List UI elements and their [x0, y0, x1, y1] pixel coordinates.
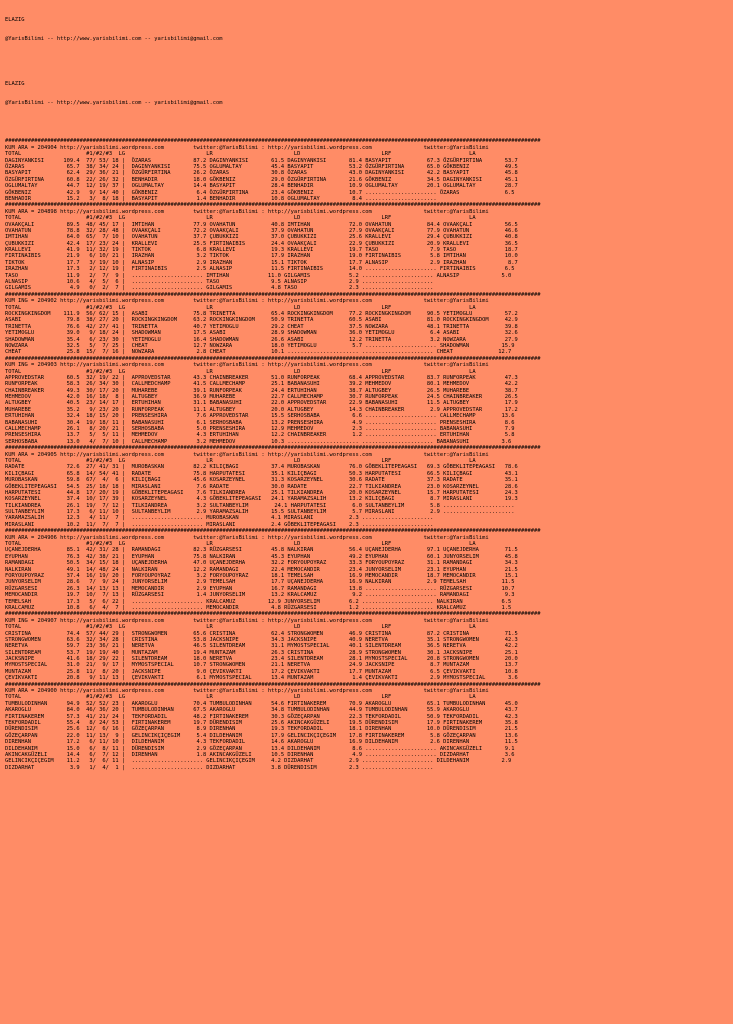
- table-row: FIRTINAIBIS 21.9 6/ 10/ 21 | IRAZHAN 3.2 TIKTOK 17.9 IRAZHAN 19.0 FIRTINAIBIS 5.8 IMTIHAN 10.0: [5, 253, 518, 260]
- table-row: ROCKINGKINGDOM 111.9 56/ 62/ 15 | ASABI 75.8 TRINETTA 65.4 ROCKINGKINGDOM 77.2 ROCKINGKINGDOM 90.5 YETIMOGLU 57.2: [5, 310, 518, 317]
- separator-line: #####################################################################################################################################################################: [5, 528, 541, 535]
- table-row: YETIMOGLU 39.0 9/ 18/ 24 | SHADOWMAN 17.5 ASABI 28.9 SHADOWMAN 36.0 YETIMOGLU 6.4 ASABI 32.6: [5, 330, 518, 337]
- race-section: [5, 356, 733, 445]
- table-row: JUNYORSELIM 28.6 7/ 9/ 24 | JUNYORSELIM 2.9 TEMELSAH 17.7 UÇANEJDERHA 16.9 NALKIRAN 2.9 TEMELSAH 11.5: [5, 579, 515, 586]
- table-row: TEMELSAH 17.3 5/ 6/ 22 | ...................... KRALCAMUZ 12.9 JUNYORSELIM 6.2 ...................... NALKIRAN 6.5: [5, 598, 512, 605]
- table-row: TIKTOK 17.7 3/ 19/ 10 | ALNASIP 2.9 IRAZHAN 15.1 TIKTOK 17.7 ALNASIP 2.9 IRAZHAN 8.7: [5, 259, 518, 266]
- table-row: MUNTAZAM 25.8 11/ 8/ 20 | JACKSNIPE 9.0 ÇEVIKVAKTI 17.2 ÇEVIKVAKTI 17.7 MUNTAZAM 6.5 ÇEVIKVAKTI 10.8: [5, 668, 518, 675]
- table-row: TEKFORDADIL 55.4 8/ 24/ 53 | FIRTINAKEREM 19.7 DÜRENDISIM 25.6 AKINCAKGÜZELI 19.5 DÜRENDISIM 17.9 FIRTINAKEREM 35.8: [5, 719, 518, 726]
- table-row: CHAINBREAKER 49.3 30/ 17/ 20 | MUHAREBE 39.1 RUNFORPEAK 24.4 ERTUHIHAN 38.7 ALTUGBEY 26.5 MUHAREBE 38.7: [5, 387, 518, 394]
- table-row: BASYAPIT 62.4 29/ 36/ 21 | ÖZGÜRFIRTINA 26.2 ÖZARAS 30.8 ÖZARAS 43.0 DAGINYANKISI 42.2 BASYAPIT 45.8: [5, 170, 518, 177]
- table-row: KOSARZEYNEL 37.4 10/ 17/ 39 | KOSARZEYNEL 4.3 GÖBEKLITEPEAGASI 24.1 YARAMAZSALIH 13.2 KILIÇBAGI 8.7 MIRASLANI 19.3: [5, 496, 518, 503]
- race-title: KUM ARA = 204898 http://yarisbilimi.wordpress.com twitter:@YarisBilimi : http://yarisbilimi.wordpress.com twitter:@YarisBilimi: [5, 208, 489, 215]
- second-contact: @YarisBilimi -- http://www.yarisbilimi.com -- yarisbilimi@gmail.com: [5, 100, 223, 107]
- race-section: [5, 682, 733, 771]
- table-row: ÖZGÜRFIRTINA 60.8 22/ 26/ 32 | BENHADIR 18.0 GÖKBENIZ 29.0 ÖZGÜRFIRTINA 21.6 GÖKBENIZ 34.5 DAGINYANKISI 45.1: [5, 176, 518, 183]
- table-row: DIZDARHAT 3.9 1/ 4/ 1 | ...................... DIZDARHAT 3.8 DÜRENDISIM 2.3 ......................: [5, 764, 434, 771]
- second-title: ELAZIG: [5, 80, 25, 87]
- table-row: DILDEHANIM 15.0 6/ 8/ 11 | DÜRENDISIM 2.9 GÖZEÇARPAN 13.4 DILDEHANIM 8.6 ...................... AKINCAKGÜZELI 9.1: [5, 745, 515, 752]
- race-title: KUM ING = 204907 http://yarisbilimi.wordpress.com twitter:@YarisBilimi : http://yarisbilimi.wordpress.com twitter:@YarisBilimi: [5, 617, 489, 624]
- table-row: APPROVEDSTAR 60.5 32/ 19/ 22 | APPROVEDSTAR 43.3 CHAINBREAKER 51.0 RUNFORPEAK 68.4 APPROVEDSTAR 83.7 RUNFORPEAK 47.3: [5, 374, 518, 381]
- race-title: KUM ARA = 204900 http://yarisbilimi.wordpress.com twitter:@YarisBilimi : http://yarisbilimi.wordpress.com twitter:@YarisBilimi: [5, 688, 489, 695]
- table-row: ÇEVIKVAKTI 20.8 9/ 11/ 13 | ÇEVIKVAKTI 6.1 MYMOSTSPECIAL 13.4 MUNTAZAM 1.4 ÇEVIKVAKTI 2.9 MYMOSTSPECIAL 3.6: [5, 675, 518, 682]
- table-row: DIRENHAN 17.2 6/ 11/ 10 | DILDEHANIM 4.3 TEKFORDADIL 14.6 AKAROGLU 16.9 DILDEHANIM 2.6 DIRENHAN 11.5: [5, 739, 518, 746]
- column-header: TOTAL #1/#2/#3 LG LR LD LRF LA: [5, 541, 476, 548]
- table-row: GÖBEKLITEPEAGASI 54.5 25/ 18/ 18 | MIRASLANI 7.6 RADATE 30.0 RADATE 22.7 TILKIANDREA 23.0 KOSARZEYNEL 28.6: [5, 483, 518, 490]
- table-row: ALTUGBEY 40.5 23/ 14/ 17 | ERTUHIHAN 31.1 BABANASUHI 22.0 APPROVEDSTAR 22.9 BABANASUHI 11.5 ALTUGBEY 17.9: [5, 400, 518, 407]
- spacer: [5, 55, 733, 68]
- table-row: UÇANEJDERHA 85.1 42/ 31/ 28 | RAMANDAGI 82.3 RÜZGARSESI 45.8 NALKIRAN 56.4 UÇANEJDERHA 97.1 UÇANEJDERHA 71.5: [5, 547, 518, 554]
- column-header: TOTAL #1/#2/#3 LG LR LD LRF LA: [5, 694, 476, 701]
- race-section: [5, 445, 733, 528]
- table-row: JACKSNIPE 41.6 18/ 29/ 22 | SILENTDREAM 18.0 NERETVA 23.4 SILENTDREAM 28.1 MYMOSTSPECIAL 20.8 STRONGWOMEN 20.0: [5, 656, 518, 663]
- top-contact: @YarisBilimi -- http://www.yarisbilimi.com -- yarisbilimi@gmail.com: [5, 36, 223, 43]
- table-row: CALLMECHAMP 26.1 8/ 20/ 21 | SERHOSBABA 5.0 PRENSESHIRA 12.9 MEHMEDOV 2.3 ...................... BABANASUHI 7.9: [5, 426, 515, 433]
- table-row: IMTIHAN 64.0 65/ 7/ 10 | OVAHATUN 37.7 ÇUBUKKIZI 37.0 ÇUBUKKIZI 25.6 KRALLEVI 29.4 ÇUBUKKIZI 40.8: [5, 234, 518, 241]
- table-row: DÜRENDISIM 25.6 12/ 6/ 16 | GÖZEÇARPAN 8.9 DIRENHAN 19.3 TEKFORDADIL 18.1 DIRENHAN 10.0 DÜRENDISIM 21.5: [5, 726, 518, 733]
- table-row: ERTUHIHAN 32.4 18/ 15/ 20 | PRENSESHIRA 7.6 APPROVEDSTAR 15.5 SERHOSBABA 6.6 ...................... CALLMECHAMP 13.6: [5, 413, 515, 420]
- table-row: AKINCAKGÜZELI 14.4 6/ 7/ 12 | DIRENHAN 1.8 AKINCAKGÜZELI 10.5 DIRENHAN 4.9 ...................... DIZDARHAT 3.6: [5, 751, 515, 758]
- table-row: RUNFORPEAK 58.3 26/ 34/ 30 | CALLMEDCHAMP 41.5 CALLMECHAMP 25.1 BABANASUHI 39.2 MEHMEDOV 80.1 MEHMEDOV 42.2: [5, 381, 518, 388]
- separator-line: #####################################################################################################################################################################: [5, 445, 541, 452]
- table-row: OGLUMALTAY 44.7 12/ 19/ 37 | OGLUMALTAY 14.4 BASYAPIT 28.4 BENHADIR 10.9 OGLUMALTAY 20.1 OGLUMALTAY 28.7: [5, 183, 518, 190]
- table-row: KILIÇBAGI 65.8 14/ 54/ 41 | RADATE 75.8 HARPUTATESI 35.1 KILIÇBAGI 50.3 HARPUTATESI 66.5 KILIÇBAGI 43.1: [5, 470, 518, 477]
- race-section: [5, 138, 733, 202]
- column-header: TOTAL #1/#2/#3 LG LR LD LRF LA: [5, 304, 476, 311]
- table-row: SHADOWMAN 35.4 6/ 23/ 30 | YETIMOGLU 16.4 SHADOWMAN 26.6 ASABI 12.2 TRINETTA 3.2 NOWZARA 27.9: [5, 336, 518, 343]
- table-row: OVAAKÇALI 89.5 48/ 45/ 17 | IMTIHAN 77.9 OVAHATUN 40.8 IMTIHAN 72.0 OVAHATUN 84.4 OVAAKÇALI 56.5: [5, 221, 518, 228]
- race-title: KUM ARA = 204906 http://yarisbilimi.wordpress.com twitter:@YarisBilimi : http://yarisbilimi.wordpress.com twitter:@YarisBilimi: [5, 534, 489, 541]
- table-row: SERHOSBABA 13.0 4/ 7/ 10 | CALLMECHAMP 3.2 MEHMEDOV 10.3 ...................... ...................... BABANASUHI 3.6: [5, 438, 512, 445]
- table-row: TILKIANDREA 26.1 19/ 7/ 12 | TILKIANDREA 3.2 SULTANBEYLIM 24.1 HARPUTATESI 6.0 SULTANBEYLIM 5.8 ......................: [5, 502, 515, 509]
- race-title: KUM ING = 204903 http://yarisbilimi.wordpress.com twitter:@YarisBilimi : http://yarisbilimi.wordpress.com twitter:@YarisBilimi: [5, 362, 489, 369]
- race-section: [5, 202, 733, 291]
- table-row: NERETVA 59.7 23/ 36/ 21 | NERETVA 46.5 SILENTDREAM 31.1 MYMOSTSPECIAL 40.1 SILENTDREAM 36.5 NERETVA 42.2: [5, 643, 518, 650]
- table-row: SILENTDREAM 53.7 19/ 19/ 40 | MUNTAZAM 19.4 MUNTAZAM 26.3 CRISTINA 28.9 STRONGWOMEN 30.1 JACKSNIPE 25.1: [5, 649, 518, 656]
- table-row: TASO 11.9 2/ 7/ 9 | ...................... IMTIHAN 11.0 GILGAMIS 5.2 ...................... ALNASIP 5.0: [5, 272, 512, 279]
- race-title: KUM ARA = 204905 http://yarisbilimi.wordpress.com twitter:@YarisBilimi : http://yarisbilimi.wordpress.com twitter:@YarisBilimi: [5, 451, 489, 458]
- race-title: KUM ING = 204902 http://yarisbilimi.wordpress.com twitter:@YarisBilimi : http://yarisbilimi.wordpress.com twitter:@YarisBilimi: [5, 298, 489, 305]
- race-title: KUM ARA = 204904 http://yarisbilimi.wordpress.com twitter:@YarisBilimi : http://yarisbilimi.wordpress.com twitter:@YarisBilimi: [5, 144, 489, 151]
- table-row: NOWZARA 32.5 5/ 7/ 25 | CHEAT 12.7 NOWZARA 18.0 YETIMOGLU 5.7 ...................... SHADOWMAN 15.9: [5, 342, 515, 349]
- table-row: NALKIRAN 49.1 14/ 48/ 24 | NALKIRAN 12.2 RAMANDAGI 22.4 MEMOCANDIR 23.4 JUNYORSELIM 23.1 EYUPHAN 21.5: [5, 566, 518, 573]
- separator-line: #####################################################################################################################################################################: [5, 291, 541, 298]
- table-row: GÖZEÇARPAN 22.0 11/ 13/ 9 | GELINCIKÇIÇEGIM 5.4 DILDEHANIM 17.9 GELINCIKÇIÇEGIM 17.8 FIRTINAKEREM 5.8 GÖZEÇARPAN 13.6: [5, 732, 518, 739]
- table-row: HARPUTATESI 44.8 17/ 20/ 19 | GÖBEKLITEPEAGASI 7.6 TILKIANDREA 25.1 TILKIANDREA 20.0 KOSARZEYNEL 15.7 HARPUTATESI 24.3: [5, 489, 518, 496]
- table-row: RÜZGARSESI 26.3 14/ 13/ 13 | MEMOCANDIR 2.9 EYUPHAN 16.7 RAMANDAGI 13.8 ...................... RÜZGARSESI 10.7: [5, 585, 515, 592]
- race-section: [5, 611, 733, 681]
- table-row: TUMBULODINHAN 94.9 52/ 52/ 23 | AKAROGLU 70.4 TUMBULODINHAN 54.6 FIRTINAKEREM 70.9 AKAROGLU 65.1 TUMBULODINHAN 45.0: [5, 700, 518, 707]
- column-header: TOTAL #1/#2/#3 LG LR LD LRF LA: [5, 151, 476, 158]
- table-row: KRALCAMUZ 10.8 6/ 4/ 7 | ...................... MEMOCANDIR 4.8 RÜZGARSESI 1.2 ...................... KRALCAMUZ 1.5: [5, 604, 512, 611]
- table-row: CRISTINA 74.4 57/ 44/ 29 | STRONGWOMEN 65.6 CRISTINA 62.4 STRONGWOMEN 46.9 CRISTINA 87.2 CRISTINA 71.5: [5, 630, 518, 637]
- table-row: MEHMEDOV 42.0 16/ 18/ 8 | ALTUGBEY 36.9 MUHAREBE 22.7 CALLMECHAMP 30.7 RUNFORPEAK 24.5 CHAINBREAKER 26.5: [5, 394, 518, 401]
- top-title: ELAZIG: [5, 16, 25, 23]
- table-row: GELINCIKÇIÇEGIM 11.2 3/ 6/ 11 | ...................... GELINCIKÇIÇEGIM 4.2 DIZDARHAT 2.9 ...................... DILDEHANIM 2.9: [5, 758, 512, 765]
- sections-container: [5, 138, 733, 771]
- column-header: TOTAL #1/#2/#3 LG LR LD LRF LA: [5, 624, 476, 631]
- table-row: RAMANDAGI 50.5 34/ 15/ 18 | UÇANEJDERHA 47.0 UÇANEJDERHA 32.2 FORYOUPOYRAZ 33.3 FORYOUPOYRAZ 31.1 RAMANDAGI 34.3: [5, 560, 518, 567]
- table-row: OVAHATUN 78.8 32/ 28/ 48 | OVAAKÇALI 72.2 OVAAKÇALI 37.9 OVAHATUN 27.9 OVAAKÇALI 77.9 OVAHATUN 46.6: [5, 227, 518, 234]
- table-row: DAGINYANKISI 109.4 77/ 53/ 18 | ÖZARAS 87.2 DAGINYANKISI 61.5 DAGINYANKISI 81.4 BASYAPIT 67.3 ÖZGÜRFIRTINA 53.7: [5, 157, 518, 164]
- table-row: BABANASUHI 30.4 19/ 18/ 11 | BABANASUHI 6.1 SERHOSBABA 13.2 PRENSESHIRA 4.9 ...................... PRENSESHIRA 8.6: [5, 419, 515, 426]
- table-row: AKAROGLU 84.0 46/ 36/ 20 | TUMBULODINHAN 67.5 AKAROGLU 34.8 TUMBULODINHAN 44.9 TUMBULODINHAN 55.9 AKAROGLU 43.7: [5, 707, 518, 714]
- separator-line: #####################################################################################################################################################################: [5, 611, 541, 618]
- spacer: [5, 119, 733, 125]
- table-row: YARAMAZSALIH 12.3 4/ 11/ 7 | ...................... MUROBASKAN 4.1 MIRASLANI 2.3 ......................: [5, 515, 434, 522]
- table-row: EYUPHAN 76.3 42/ 38/ 21 | EYUPHAN 75.8 NALKIRAN 45.3 EYUPHAN 49.2 EYUPHAN 60.1 JUNYORSELIM 45.8: [5, 553, 518, 560]
- table-row: PRENSESHIRA 13.7 5/ 5/ 11 | MEHMEDOV 4.3 ERTUHIHAN 12.2 CHAINBREAKER 1.2 ...................... ERTUHIHAN 5.8: [5, 432, 515, 439]
- table-row: SULTANBEYLIM 17.3 6/ 11/ 10 | SULTANBEYLIM 2.9 YARAMAZSALIH 15.5 SULTANBEYLIM 5.7 MIRASLANI 2.9 ......................: [5, 509, 515, 516]
- table-row: ÖZARAS 65.7 38/ 34/ 24 | DAGINYANKISI 75.5 OGLUMALTAY 45.4 BASYAPIT 53.2 ÖZGÜRFIRTINA 65.0 GÖKBENIZ 49.5: [5, 164, 518, 170]
- separator-line: #####################################################################################################################################################################: [5, 202, 541, 209]
- table-row: ÇUBUKKIZI 42.4 17/ 23/ 24 | KRALLEVI 25.5 FIRTINAIBIS 24.4 OVAAKÇALI 22.9 ÇUBUKKIZI 20.9 KRALLEVI 36.5: [5, 240, 518, 247]
- race-section: [5, 292, 733, 356]
- table-row: MUROBASKAN 59.8 67/ 4/ 6 | KILIÇBAGI 45.6 KOSARZEYNEL 31.3 KOSARZEYNEL 30.6 RADATE 37.3 RADATE 35.1: [5, 477, 518, 484]
- column-header: TOTAL #1/#2/#3 LG LR LD LRF LA: [5, 368, 476, 375]
- table-row: FIRTINAKEREM 57.3 41/ 21/ 24 | TEKFORDADIL 48.2 FIRTINAKEREM 30.3 GÖZEÇARPAN 22.3 TEKFORDADIL 50.9 TEKFORDADIL 42.3: [5, 713, 518, 720]
- table-row: KRALLEVI 41.9 11/ 32/ 19 | TIKTOK 6.8 KRALLEVI 19.3 KRALLEVI 19.7 TASO 7.9 TASO 18.7: [5, 247, 518, 254]
- table-row: MYMOSTSPECIAL 31.0 21/ 9/ 17 | MYMOSTSPECIAL 10.7 STRONGWOMEN 21.1 NERETVA 24.9 JACKSNIPE 8.7 MUNTAZAM 13.7: [5, 662, 518, 669]
- separator-line: #####################################################################################################################################################################: [5, 138, 541, 145]
- table-row: STRONGWOMEN 63.6 32/ 34/ 28 | CRISTINA 53.8 JACKSNIPE 34.3 JACKSNIPE 40.9 NERETVA 35.1 STRONGWOMEN 42.3: [5, 636, 518, 643]
- separator-line: #####################################################################################################################################################################: [5, 681, 541, 688]
- table-row: MIRASLANI 10.2 11/ 7/ 7 | ...................... MIRASLANI 2.4 GÖBEKLITEPEAGASI 2.3 ......................: [5, 521, 434, 528]
- table-row: ALNASIP 10.6 4/ 5/ 6 | ...................... TASO 9.5 ALNASIP 2.9 ......................: [5, 279, 434, 286]
- table-row: RADATE 72.6 27/ 41/ 31 | MUROBASKAN 82.2 KILIÇBAGI 37.4 MUROBASKAN 76.0 GÖBEKLITEPEAGASI 69.3 GÖBEKLITEPEAGASI 78.6: [5, 464, 518, 471]
- table-row: FORYOUPOYRAZ 37.4 16/ 19/ 20 | FORYOUPOYRAZ 3.2 FORYOUPOYRAZ 18.1 TEMELSAH 16.9 MEMOCANDIR 18.7 MEMOCANDIR 15.1: [5, 573, 518, 579]
- column-header: TOTAL #1/#2/#3 LG LR LD LRF LA: [5, 457, 476, 464]
- table-row: MUHAREBE 35.2 9/ 23/ 20 | RUNFORPEAK 11.1 ALTUGBEY 20.0 ALTUGBEY 14.3 CHAINBREAKER 2.9 APPROVEDSTAR 17.2: [5, 406, 518, 413]
- table-row: GÖKBENIZ 42.9 9/ 14/ 40 | GÖKBENIZ 6.4 ÖZGÜRFIRTINA 23.4 GÖKBENIZ 10.7 ...................... ÖZARAS 6.5: [5, 189, 515, 196]
- column-header: TOTAL #1/#2/#3 LG LR LD LRF LA: [5, 215, 476, 222]
- table-row: GILGAMIS 4.9 0/ 2/ 7 | ...................... GILGAMIS 4.8 TASO 2.3 ......................: [5, 285, 434, 292]
- race-section: [5, 528, 733, 611]
- separator-line: #####################################################################################################################################################################: [5, 355, 541, 362]
- table-row: CHEAT 25.8 15/ 7/ 16 | NOWZARA 2.8 CHEAT 10.1 ...................... ...................... CHEAT 12.7: [5, 349, 512, 356]
- table-row: BENHADIR 15.2 3/ 8/ 18 | BASYAPIT 1.4 BENHADIR 10.8 OGLUMALTAY 8.4 ......................: [5, 195, 437, 202]
- table-row: TRINETTA 76.6 42/ 27/ 41 | TRINETTA 40.7 YETIMOGLU 29.2 CHEAT 37.5 NOWZARA 48.1 TRINETTA 39.8: [5, 323, 518, 330]
- table-row: ASABI 79.8 38/ 27/ 20 | ROCKINGKINGDOM 63.2 ROCKINGKINGDOM 50.9 TRINETTA 60.5 ASABI 81.0 ROCKINGKINGDOM 42.9: [5, 317, 518, 324]
- table-row: IRAZHAN 17.3 2/ 12/ 19 | FIRTINAIBIS 2.5 ALNASIP 11.5 FIRTINAIBIS 14.0 ...................... FIRTINAIBIS 6.5: [5, 266, 515, 273]
- table-row: MEMOCANDIR 19.7 10/ 7/ 13 | RÜZGARSESI 1.4 JUNYORSELIM 13.2 KRALCAMUZ 9.2 ...................... RAMANDAGI 9.3: [5, 592, 515, 599]
